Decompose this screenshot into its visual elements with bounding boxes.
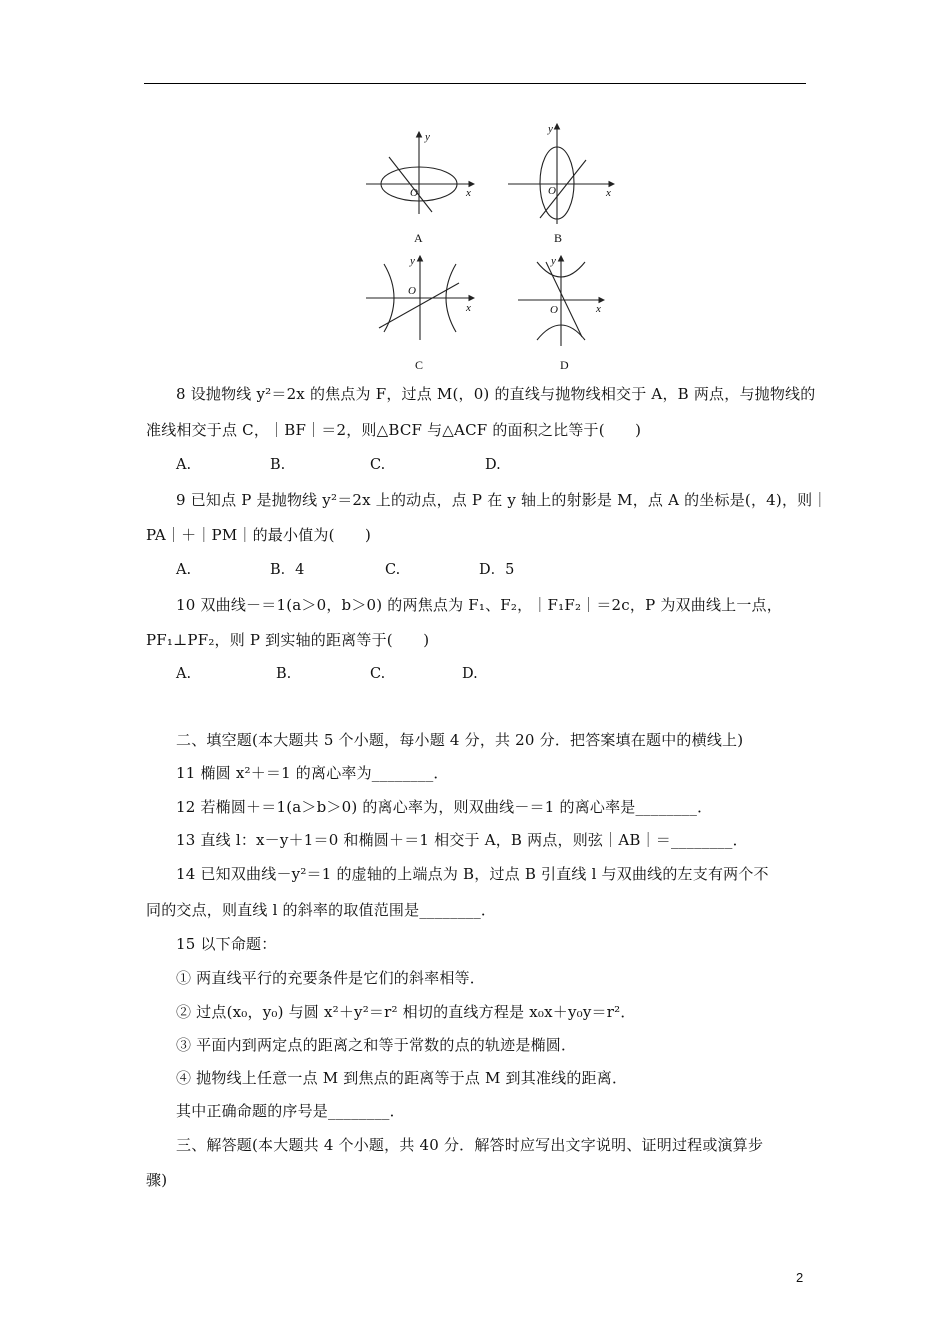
- q14-line1: 14 已知双曲线－y²＝1 的虚轴的上端点为 B，过点 B 引直线 l 与双曲线的左支有两个不: [176, 865, 769, 883]
- fig-a-x-label: x: [466, 187, 471, 199]
- q9-option-d: D．5: [479, 562, 515, 578]
- q15-item-4: ④ 抛物线上任意一点 M 到焦点的距离等于点 M 到其准线的距离．: [176, 1069, 628, 1087]
- q12: 12 若椭圆＋＝1(a＞b＞0) 的离心率为，则双曲线－＝1 的离心率是________．: [176, 798, 713, 816]
- fig-a-caption: A: [414, 231, 423, 245]
- q10-option-d: D.: [462, 666, 478, 682]
- fig-c-caption: C: [415, 358, 424, 372]
- q9-option-c: C.: [385, 562, 401, 578]
- q9-option-b: B．4: [270, 562, 305, 578]
- q13: 13 直线 l：x－y＋1＝0 和椭圆＋＝1 相交于 A，B 两点，则弦｜AB｜＝________．: [176, 831, 748, 849]
- page-number: 2: [796, 1270, 804, 1285]
- q8-option-d: D.: [485, 457, 501, 473]
- conic-figures-svg: [0, 0, 950, 380]
- fig-c-origin: O: [408, 285, 416, 297]
- q9-option-a: A.: [176, 562, 192, 578]
- q10-line2: PF₁⊥PF₂，则 P 到实轴的距离等于( ): [146, 631, 430, 649]
- q10-option-c: C.: [370, 666, 386, 682]
- fig-c-x-label: x: [466, 302, 471, 314]
- q10-option-a: A.: [176, 666, 192, 682]
- answer-figures: [0, 0, 950, 380]
- section-3-heading-line1: 三、解答题(本大题共 4 个小题，共 40 分．解答时应写出文字说明、证明过程或演算步: [176, 1136, 764, 1154]
- fig-b-origin: O: [548, 185, 556, 197]
- fig-b-line: [540, 160, 586, 218]
- fig-b-x-label: x: [606, 187, 611, 199]
- q8-line2: 准线相交于点 C，｜BF｜＝2，则△BCF 与△ACF 的面积之比等于( ): [146, 421, 642, 439]
- figure-b: [508, 124, 614, 224]
- q8-line1: 8 设抛物线 y²＝2x 的焦点为 F，过点 M(，0) 的直线与抛物线相交于 A，B 两点，与抛物线的: [176, 385, 816, 403]
- q10-option-b: B.: [276, 666, 292, 682]
- q10-line1: 10 双曲线－＝1(a＞0，b＞0) 的两焦点为 F₁、F₂，｜F₁F₂｜＝2c，P 为双曲线上一点，: [176, 596, 782, 614]
- q9-line2: PA｜＋｜PM｜的最小值为( ): [146, 526, 372, 544]
- q15-item-2: ② 过点(x₀，y₀) 与圆 x²＋y²＝r² 相切的直线方程是 x₀x＋y₀y＝r²．: [176, 1003, 636, 1021]
- fig-d-caption: D: [560, 358, 569, 372]
- fig-b-caption: B: [554, 231, 563, 245]
- fig-c-y-label: y: [410, 255, 415, 267]
- q9-line1: 9 已知点 P 是抛物线 y²＝2x 上的动点，点 P 在 y 轴上的射影是 M，点 A 的坐标是(，4)，则｜: [176, 491, 828, 509]
- fig-d-y-label: y: [551, 255, 556, 267]
- figure-c: [366, 256, 474, 340]
- q11: 11 椭圆 x²＋＝1 的离心率为________．: [176, 764, 449, 782]
- q8-option-a: A.: [176, 457, 192, 473]
- fig-b-y-label: y: [548, 123, 553, 135]
- section-2-heading: 二、填空题(本大题共 5 个小题，每小题 4 分，共 20 分．把答案填在题中的横线上): [176, 731, 744, 749]
- q15-ask: 其中正确命题的序号是________．: [176, 1102, 405, 1120]
- q8-option-b: B.: [270, 457, 286, 473]
- fig-d-x-label: x: [596, 303, 601, 315]
- q8-option-c: C.: [370, 457, 386, 473]
- fig-d-origin: O: [550, 304, 558, 316]
- q15-item-1: ① 两直线平行的充要条件是它们的斜率相等．: [176, 969, 485, 987]
- fig-a-origin: O: [410, 187, 418, 199]
- fig-a-y-label: y: [425, 131, 430, 143]
- section-3-heading-line2: 骤): [146, 1171, 168, 1189]
- q14-line2: 同的交点，则直线 l 的斜率的取值范围是________．: [146, 901, 497, 919]
- figure-d: [518, 256, 604, 346]
- figure-a: [366, 132, 474, 214]
- q15-intro: 15 以下命题：: [176, 935, 277, 953]
- q15-item-3: ③ 平面内到两定点的距离之和等于常数的点的轨迹是椭圆．: [176, 1036, 577, 1054]
